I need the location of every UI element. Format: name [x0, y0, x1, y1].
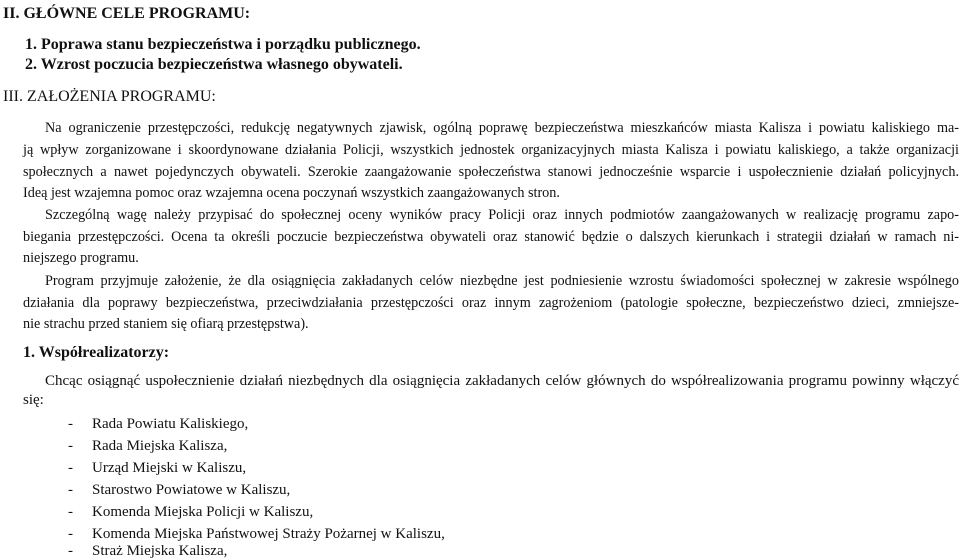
list-dash: -: [68, 543, 73, 559]
goal-1: 1. Poprawa stanu bezpieczeństwa i porządku publicznego.: [25, 36, 421, 53]
paragraph-line: biegania przestępczości. Ocena ta określi poczucie bezpieczeństwa obywateli oraz stanowić będzie o dalszych kierunkach i strategii działań w ramach ni-: [23, 229, 959, 245]
list-item: [68, 481, 290, 499]
list-dash: -: [68, 438, 73, 454]
coop-intro-line: Chcąc osiągnąć uspołecznienie działań niezbędnych dla osiągnięcia zakładanych celów głównych do współrealizowania programu powinny włączyć: [45, 373, 959, 389]
list-item-text: Straż Miejska Kalisza,: [92, 543, 228, 559]
paragraph-line: Na ograniczenie przestępczości, redukcję negatywnych zjawisk, ogólną poprawę bezpieczeństwa mieszkańców miasta Kalisza i powiatu kaliskiego ma-: [45, 120, 959, 136]
list-item: [68, 437, 227, 455]
list-dash: -: [68, 416, 73, 432]
paragraph-line: ją wpływ zorganizowane i skoordynowane działania Policji, wszystkich jednostek organizacyjnych miasta Kalisza i powiatu kaliskiego, a także organizacji: [23, 142, 959, 158]
list-dash: -: [68, 460, 73, 476]
paragraph-line: społecznych a nawet pojedynczych obywateli. Szerokie zaangażowanie społeczeństwa stanowi jednocześnie wsparcie i uspołecznienie działań policyjnych.: [23, 164, 959, 180]
list-item-text: Starostwo Powiatowe w Kaliszu,: [92, 482, 291, 498]
list-item: [68, 503, 313, 521]
list-item: [68, 415, 248, 433]
section-2-heading: II. GŁÓWNE CELE PROGRAMU:: [3, 5, 251, 22]
list-item: [68, 459, 246, 477]
paragraph-line: Ideą jest wzajemna pomoc oraz wzajemna ocena poczynań wszystkich zaangażowanych stron.: [23, 185, 560, 201]
list-dash: -: [68, 482, 73, 498]
paragraph-line: Szczególną wagę należy przypisać do społecznej oceny wyników pracy Policji oraz innych podmiotów zaangażowanych w realizację programu zapo-: [45, 207, 959, 223]
paragraph-line: działania dla poprawy bezpieczeństwa, przeciwdziałania przestępczości oraz innym zagrożeniom (patologie społeczne, bezpieczeństwo dzieci, zmniejsze-: [23, 295, 959, 311]
list-dash: -: [68, 504, 73, 520]
list-item-text: Urząd Miejski w Kaliszu,: [92, 460, 247, 476]
paragraph-line: nie strachu przed staniem się ofiarą przestępstwa).: [23, 316, 309, 332]
coop-heading: 1. Współrealizatorzy:: [23, 344, 170, 361]
list-item-text: Komenda Miejska Państwowej Straży Pożarnej w Kaliszu,: [92, 526, 445, 542]
list-item: [68, 525, 445, 543]
goal-2: 2. Wzrost poczucia bezpieczeństwa własnego obywateli.: [25, 56, 403, 73]
list-dash: -: [68, 526, 73, 542]
list-item-text: Komenda Miejska Policji w Kaliszu,: [92, 504, 314, 520]
list-item-text: Rada Miejska Kalisza,: [92, 438, 228, 454]
list-item-text: Rada Powiatu Kaliskiego,: [92, 416, 249, 432]
coop-intro-line: się:: [23, 392, 44, 408]
paragraph-line: niejszego programu.: [23, 250, 139, 266]
list-item: [68, 542, 227, 560]
paragraph-line: Program przyjmuje założenie, że dla osiągnięcia zakładanych celów niezbędne jest podniesienie wzrostu świadomości społecznej w zakresie wspólnego: [45, 273, 959, 289]
section-3-heading: III. ZAŁOŻENIA PROGRAMU:: [3, 88, 216, 105]
